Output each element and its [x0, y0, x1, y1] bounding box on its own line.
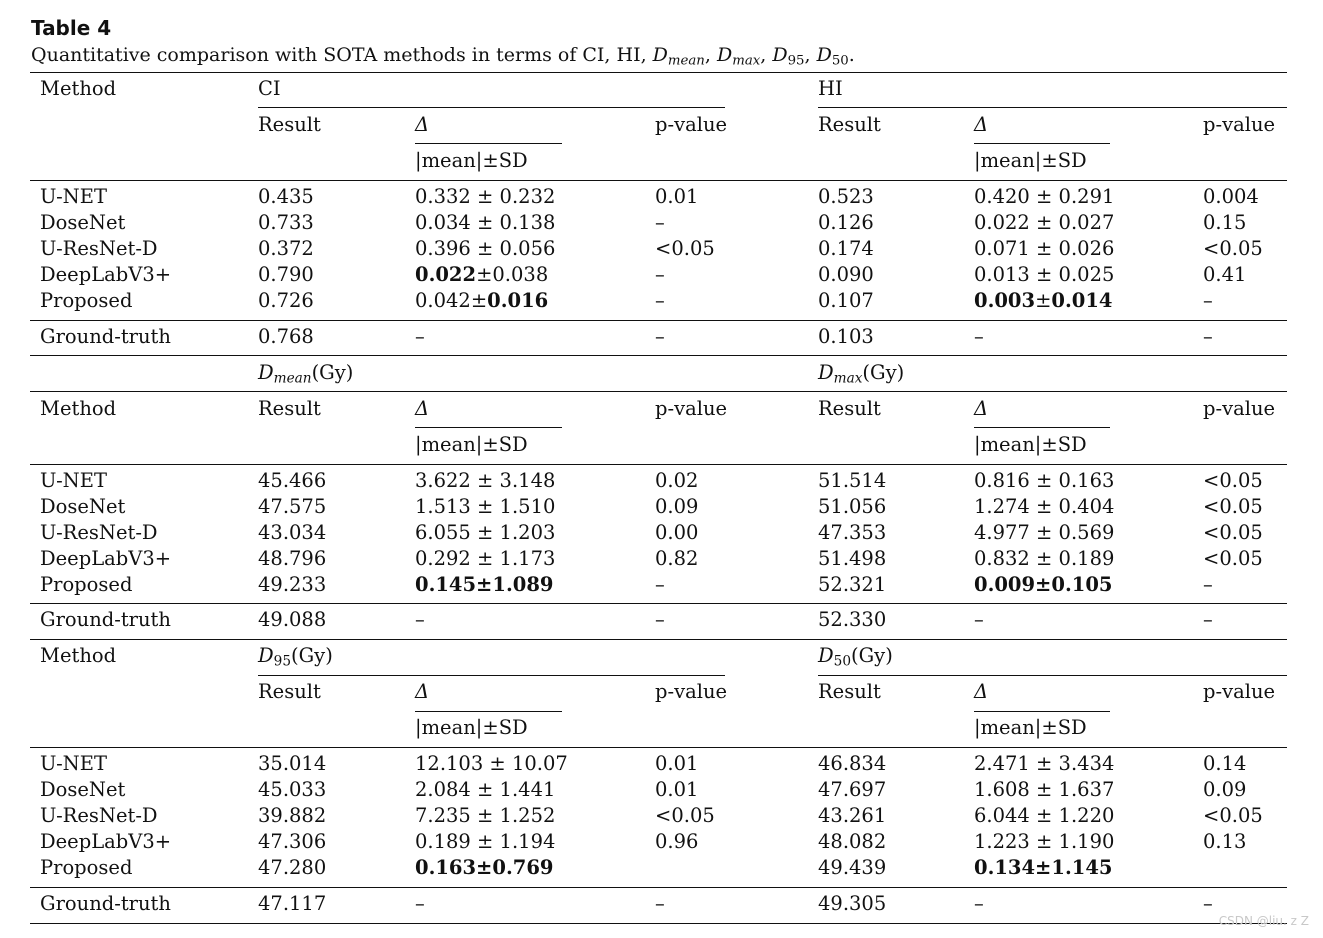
table-caption: Quantitative comparison with SOTA methods in terms of CI, HI, $D_{mean}$, $D_{max}$, $D_{95}$, $D_{50}$. [31, 44, 855, 69]
p-cell: – [1203, 573, 1213, 596]
p-cell: <0.05 [655, 237, 715, 260]
p-cell: – [1203, 892, 1213, 915]
method-cell: DeepLabV3+ [40, 547, 172, 570]
delta-cell: 0.071 ± 0.026 [974, 237, 1115, 260]
delta-cell: 2.084 ± 1.441 [415, 778, 556, 801]
p-cell: – [655, 608, 665, 631]
result-cell: 47.306 [258, 830, 327, 853]
result-header: Result [258, 680, 321, 703]
delta-rule [415, 427, 562, 428]
p-cell: 0.13 [1203, 830, 1247, 853]
result-cell: 52.321 [818, 573, 887, 596]
delta-cell: – [415, 608, 425, 631]
method-cell: U-ResNet-D [40, 804, 158, 827]
result-cell: 0.726 [258, 289, 314, 312]
delta-cell: 0.292 ± 1.173 [415, 547, 556, 570]
delta-cell: 0.022 ± 0.027 [974, 211, 1115, 234]
section-rule [30, 355, 1287, 356]
result-cell: 0.107 [818, 289, 874, 312]
result-cell: 0.372 [258, 237, 314, 260]
delta-cell: 0.420 ± 0.291 [974, 185, 1115, 208]
delta-cell: 1.223 ± 1.190 [974, 830, 1115, 853]
result-cell: 45.033 [258, 778, 327, 801]
result-cell: 47.697 [818, 778, 887, 801]
ci-rule [258, 107, 725, 108]
delta-cell: – [974, 325, 984, 348]
result-cell: 49.305 [818, 892, 887, 915]
delta-cell: 0.832 ± 0.189 [974, 547, 1115, 570]
p-value-header: p-value [655, 397, 728, 420]
delta-header: Δ [415, 113, 430, 136]
table-label: Table 4 [31, 16, 112, 40]
result-cell: 0.523 [818, 185, 874, 208]
result-cell: 51.056 [818, 495, 887, 518]
result-cell: 47.117 [258, 892, 327, 915]
result-cell: 52.330 [818, 608, 887, 631]
p-cell: – [1203, 325, 1213, 348]
p-cell: 0.02 [655, 469, 699, 492]
p-cell: – [655, 892, 665, 915]
top-rule [30, 72, 1287, 73]
p-value-header: p-value [655, 680, 728, 703]
dmax-header: $D_{max}(Gy)$ [818, 361, 905, 387]
delta-cell: 0.009±0.105 [974, 573, 1113, 596]
delta-rule [974, 711, 1110, 712]
mean-sd-header: |mean|±SD [974, 716, 1087, 739]
delta-cell: 0.332 ± 0.232 [415, 185, 556, 208]
delta-cell: 0.042±0.016 [415, 289, 549, 312]
p-value-header: p-value [1203, 397, 1276, 420]
delta-cell: 6.055 ± 1.203 [415, 521, 556, 544]
result-header: Result [818, 680, 881, 703]
method-cell: Ground-truth [40, 892, 171, 915]
p-cell: 0.82 [655, 547, 699, 570]
d95-rule [258, 675, 725, 676]
delta-cell: 0.163±0.769 [415, 856, 554, 879]
method-cell: DeepLabV3+ [40, 830, 172, 853]
result-header: Result [258, 113, 321, 136]
mean-sd-header: |mean|±SD [415, 433, 528, 456]
p-cell: <0.05 [1203, 237, 1263, 260]
delta-cell: 7.235 ± 1.252 [415, 804, 556, 827]
method-cell: DoseNet [40, 211, 126, 234]
method-cell: U-ResNet-D [40, 237, 158, 260]
p-cell: – [1203, 608, 1213, 631]
header-bottom-rule [30, 464, 1287, 465]
result-cell: 47.353 [818, 521, 887, 544]
delta-header: Δ [974, 397, 989, 420]
delta-header: Δ [974, 680, 989, 703]
result-cell: 48.082 [818, 830, 887, 853]
p-cell: 0.41 [1203, 263, 1247, 286]
p-value-header: p-value [655, 113, 728, 136]
delta-cell: 0.816 ± 0.163 [974, 469, 1115, 492]
result-header: Result [818, 397, 881, 420]
delta-rule [415, 143, 562, 144]
result-cell: 46.834 [818, 752, 887, 775]
result-cell: 0.733 [258, 211, 314, 234]
result-cell: 49.439 [818, 856, 887, 879]
p-cell: <0.05 [1203, 521, 1263, 544]
result-cell: 35.014 [258, 752, 327, 775]
delta-cell: 1.608 ± 1.637 [974, 778, 1115, 801]
p-cell: – [655, 573, 665, 596]
d50-header: $D_{50}(Gy)$ [818, 644, 893, 670]
delta-cell: – [415, 325, 425, 348]
delta-header: Δ [415, 680, 430, 703]
method-cell: U-NET [40, 469, 107, 492]
mean-sd-header: |mean|±SD [974, 433, 1087, 456]
mean-sd-header: |mean|±SD [415, 149, 528, 172]
p-cell: – [655, 263, 665, 286]
p-cell: – [1203, 289, 1213, 312]
ci-header: CI [258, 77, 281, 100]
delta-cell: 2.471 ± 3.434 [974, 752, 1115, 775]
result-cell: 0.174 [818, 237, 874, 260]
delta-cell: 0.145±1.089 [415, 573, 554, 596]
section-rule [30, 391, 1287, 392]
p-cell: 0.96 [655, 830, 699, 853]
delta-cell: 0.189 ± 1.194 [415, 830, 556, 853]
p-cell: 0.01 [655, 185, 699, 208]
bottom-rule [30, 923, 1287, 924]
result-cell: 48.796 [258, 547, 327, 570]
delta-cell: 0.003±0.014 [974, 289, 1113, 312]
result-header: Result [818, 113, 881, 136]
delta-cell: 3.622 ± 3.148 [415, 469, 556, 492]
method-cell: DoseNet [40, 495, 126, 518]
method-cell: Ground-truth [40, 608, 171, 631]
method-header: Method [40, 77, 117, 100]
watermark: CSDN @liu. z Z [1218, 914, 1309, 928]
delta-header: Δ [415, 397, 430, 420]
delta-cell: – [974, 608, 984, 631]
p-cell: – [655, 325, 665, 348]
delta-cell: 0.134±1.145 [974, 856, 1113, 879]
p-cell: 0.15 [1203, 211, 1247, 234]
result-cell: 47.280 [258, 856, 327, 879]
method-header: Method [40, 644, 117, 667]
p-value-header: p-value [1203, 113, 1276, 136]
method-cell: U-NET [40, 185, 107, 208]
result-cell: 49.088 [258, 608, 327, 631]
p-cell: <0.05 [1203, 469, 1263, 492]
result-header: Result [258, 397, 321, 420]
d50-rule [818, 675, 1287, 676]
result-cell: 47.575 [258, 495, 327, 518]
delta-cell: – [415, 892, 425, 915]
p-cell: 0.004 [1203, 185, 1259, 208]
delta-rule [974, 143, 1110, 144]
result-cell: 43.034 [258, 521, 327, 544]
delta-cell: 4.977 ± 0.569 [974, 521, 1115, 544]
hi-header: HI [818, 77, 843, 100]
mean-sd-header: |mean|±SD [974, 149, 1087, 172]
p-cell: <0.05 [1203, 547, 1263, 570]
p-cell: <0.05 [1203, 804, 1263, 827]
method-cell: Ground-truth [40, 325, 171, 348]
header-bottom-rule [30, 180, 1287, 181]
d95-header: $D_{95}(Gy)$ [258, 644, 333, 670]
p-cell: – [655, 211, 665, 234]
delta-cell: 1.274 ± 0.404 [974, 495, 1115, 518]
p-cell: 0.14 [1203, 752, 1247, 775]
hi-rule [818, 107, 1287, 108]
method-cell: U-NET [40, 752, 107, 775]
result-cell: 0.126 [818, 211, 874, 234]
method-cell: DeepLabV3+ [40, 263, 172, 286]
p-value-header: p-value [1203, 680, 1276, 703]
delta-header: Δ [974, 113, 989, 136]
delta-cell: 0.022±0.038 [415, 263, 549, 286]
p-cell: 0.00 [655, 521, 699, 544]
result-cell: 0.103 [818, 325, 874, 348]
delta-rule [974, 427, 1110, 428]
result-cell: 43.261 [818, 804, 887, 827]
method-header: Method [40, 397, 117, 420]
delta-cell: 0.013 ± 0.025 [974, 263, 1115, 286]
p-cell: – [655, 289, 665, 312]
result-cell: 45.466 [258, 469, 327, 492]
delta-cell: 12.103 ± 10.07 [415, 752, 568, 775]
dmean-header: $D_{mean}(Gy)$ [258, 361, 354, 387]
gt-rule [30, 320, 1287, 321]
result-cell: 0.090 [818, 263, 874, 286]
method-cell: U-ResNet-D [40, 521, 158, 544]
method-cell: Proposed [40, 856, 133, 879]
method-cell: Proposed [40, 573, 133, 596]
result-cell: 51.498 [818, 547, 887, 570]
section-rule [30, 639, 1287, 640]
p-cell: <0.05 [655, 804, 715, 827]
gt-rule [30, 603, 1287, 604]
method-cell: Proposed [40, 289, 133, 312]
result-cell: 49.233 [258, 573, 327, 596]
result-cell: 39.882 [258, 804, 327, 827]
result-cell: 0.790 [258, 263, 314, 286]
p-cell: 0.01 [655, 778, 699, 801]
p-cell: 0.09 [655, 495, 699, 518]
result-cell: 0.768 [258, 325, 314, 348]
delta-cell: 6.044 ± 1.220 [974, 804, 1115, 827]
delta-cell: 0.396 ± 0.056 [415, 237, 556, 260]
result-cell: 51.514 [818, 469, 887, 492]
delta-cell: – [974, 892, 984, 915]
delta-cell: 0.034 ± 0.138 [415, 211, 556, 234]
p-cell: 0.01 [655, 752, 699, 775]
delta-cell: 1.513 ± 1.510 [415, 495, 556, 518]
p-cell: 0.09 [1203, 778, 1247, 801]
method-cell: DoseNet [40, 778, 126, 801]
header-bottom-rule [30, 747, 1287, 748]
mean-sd-header: |mean|±SD [415, 716, 528, 739]
p-cell: <0.05 [1203, 495, 1263, 518]
delta-rule [415, 711, 562, 712]
result-cell: 0.435 [258, 185, 314, 208]
gt-rule [30, 887, 1287, 888]
